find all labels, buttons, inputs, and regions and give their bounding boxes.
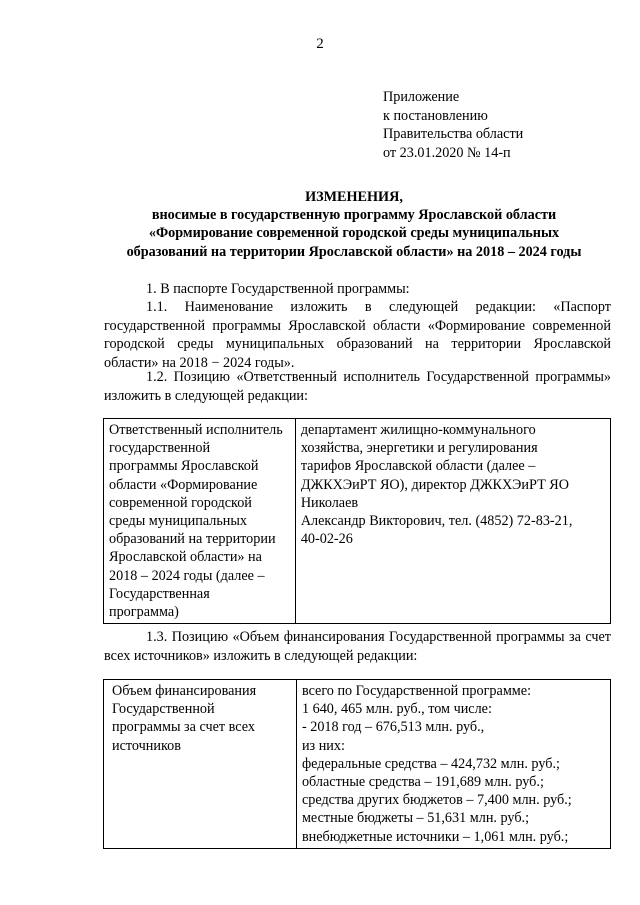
table-label-cell — [104, 419, 296, 624]
label-line: Объем финансирования — [112, 683, 257, 699]
value-line: 40-02-26 — [300, 531, 353, 548]
paragraph-1-3: 1.3. Позицию «Объем финансирования Государственной программы за счет всех источников» изложить в следующей редакции: — [104, 629, 611, 664]
value-line: ДЖКХЭиРТ ЯО), директор ДЖКХЭиРТ ЯО — [300, 476, 569, 493]
section1-heading: 1. В паспорте Государственной программы: — [146, 281, 410, 297]
value-line: Николаев — [300, 494, 359, 511]
label-line: источников — [112, 737, 181, 754]
label-line: Государственная — [109, 585, 210, 602]
title-line: «Формирование современной городской среды муниципальных — [148, 225, 560, 242]
label-line: государственной — [109, 440, 211, 457]
label-line: образований на территории — [109, 531, 276, 548]
value-line: тарифов Ярославской области (далее – — [300, 458, 536, 475]
value-line: из них: — [301, 737, 345, 754]
paragraph-1-2: 1.2. Позицию «Ответственный исполнитель Государственной программы» изложить в следующей редакции: — [104, 369, 611, 404]
label-line: среды муниципальных — [109, 513, 248, 530]
appendix-line: от 23.01.2020 № 14-п — [383, 144, 511, 161]
value-line: средства других бюджетов – 7,400 млн. руб.; — [301, 792, 572, 809]
value-line: 1 640, 465 млн. руб., том числе: — [301, 701, 492, 718]
value-line: местные бюджеты – 51,631 млн. руб.; — [301, 810, 530, 827]
label-line: Ярославской области» на — [109, 549, 262, 566]
label-line: 2018 – 2024 годы (далее – — [109, 567, 265, 584]
table-label-cell — [104, 680, 297, 849]
label-line: программы за счет всех — [112, 719, 255, 736]
table-value-cell — [295, 419, 610, 624]
table-row — [104, 680, 611, 849]
label-line: программы Ярославской — [109, 458, 259, 475]
value-line: всего по Государственной программе: — [301, 683, 532, 699]
appendix-line: к постановлению — [383, 107, 488, 124]
label-line: Ответственный исполнитель — [109, 422, 283, 438]
value-line: Александр Викторович, тел. (4852) 72-83-21, — [300, 513, 573, 530]
title-heading: ИЗМЕНЕНИЯ, — [305, 189, 403, 205]
title-line: образований на территории Ярославской области» на 2018 – 2024 годы — [126, 243, 582, 260]
paragraph-1-1: 1.1. Наименование изложить в следующей редакции: «Паспорт государственной программы Ярославской области «Формирование современной городской среды муниципальных образований на территории Ярославской области» на 2018 − 2024 годы». — [104, 299, 611, 371]
table-value-cell — [296, 680, 610, 849]
label-line: области «Формирование — [109, 476, 258, 493]
label-line: современной городской — [109, 494, 252, 511]
funding-volume-table — [103, 679, 611, 849]
appendix-block — [383, 88, 523, 162]
responsible-executor-table — [103, 418, 611, 624]
label-line: Государственной — [112, 701, 215, 718]
page-number: 2 — [316, 36, 324, 52]
table-row — [104, 419, 611, 624]
value-line: внебюджетные источники – 1,061 млн. руб.; — [301, 828, 569, 845]
appendix-line: Правительства области — [383, 126, 524, 143]
value-line: департамент жилищно-коммунального — [300, 422, 536, 438]
value-line: хозяйства, энергетики и регулирования — [300, 440, 538, 457]
value-line: областные средства – 191,689 млн. руб.; — [301, 774, 544, 791]
value-line: федеральные средства – 424,732 млн. руб.; — [301, 755, 560, 772]
appendix-line: Приложение — [383, 89, 460, 105]
document-title — [95, 188, 613, 261]
value-line: - 2018 год – 676,513 млн. руб., — [301, 719, 485, 736]
title-line: вносимые в государственную программу Ярославской области — [151, 207, 557, 224]
label-line: программа) — [109, 604, 179, 621]
